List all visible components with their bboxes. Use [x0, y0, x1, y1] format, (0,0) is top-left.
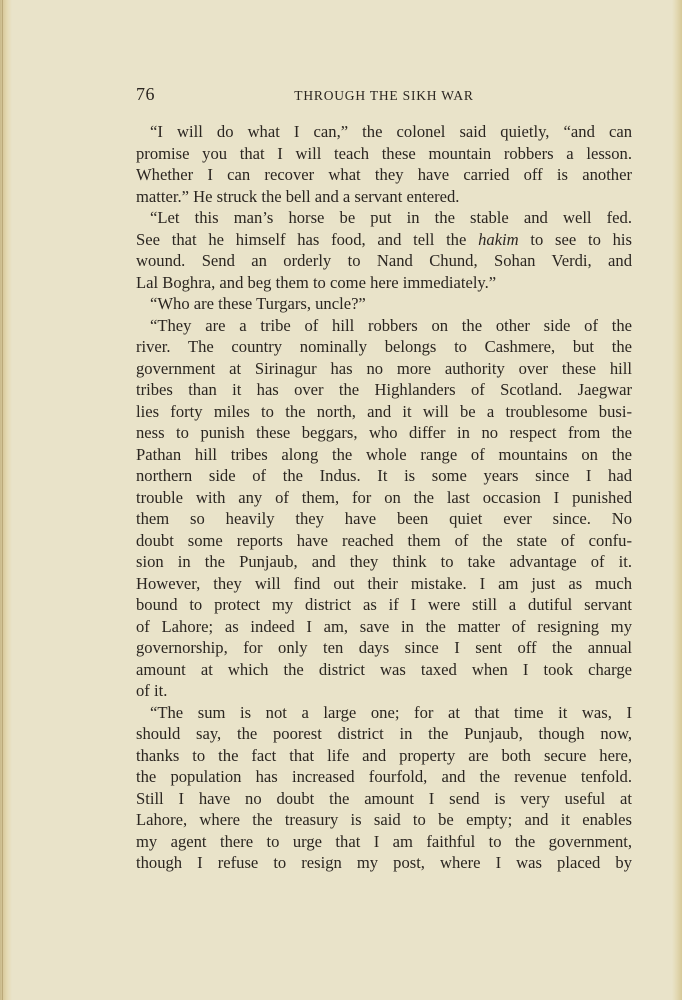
text-line: Lal Boghra, and beg them to come here immediately.”: [136, 272, 497, 292]
text-line: “The sum is not a large one; for at that time it was, I: [150, 702, 632, 722]
text-line: northern side of the Indus. It is some years since I had: [136, 466, 632, 485]
text-line: river. The country nominally belongs to Cashmere, but the: [136, 337, 632, 356]
text-line: “I will do what I can,” the colonel said quietly, “and can: [150, 122, 632, 141]
text-line: thanks to the fact that life and property are both secure here,: [136, 745, 632, 765]
page-binding-edge: [0, 0, 12, 1000]
text-line: promise you that I will teach these mountain robbers a lesson.: [136, 143, 632, 163]
text-line: “They are a tribe of hill robbers on the other side of the: [150, 315, 632, 335]
text-line: “Let this man’s horse be put in the stable and well fed.: [150, 208, 632, 227]
text-line: matter.” He struck the bell and a servant entered.: [136, 186, 460, 206]
text-line: of Lahore; as indeed I am, save in the matter of resigning my: [136, 616, 632, 636]
text-line: the population has increased fourfold, and the revenue tenfold.: [136, 767, 632, 786]
text-line: governorship, for only ten days since I sent off the annual: [136, 638, 632, 657]
body-text: [136, 121, 632, 874]
text-line: of it.: [136, 681, 168, 700]
text-line: ness to punish these beggars, who differ in no respect from the: [136, 423, 632, 442]
text-line: However, they will find out their mistake. I am just as much: [136, 573, 632, 593]
text-line: should say, the poorest district in the Punjaub, though now,: [136, 724, 632, 743]
text-line: bound to protect my district as if I were still a dutiful servant: [136, 595, 632, 614]
text-line: sion in the Punjaub, and they think to take advantage of it.: [136, 552, 632, 571]
text-line: “Who are these Turgars, uncle?”: [150, 294, 366, 313]
page-number: 76: [136, 84, 155, 104]
text-line: Still I have no doubt the amount I send is very useful at: [136, 788, 632, 808]
text-line: though I refuse to resign my post, where I was placed by: [136, 853, 632, 872]
text-line: See that he himself has food, and tell the hakim to see to his: [136, 229, 632, 249]
text-line: government at Sirinagur has no more authority over these hill: [136, 358, 632, 378]
text-line: lies forty miles to the north, and it will be a troublesome busi-: [136, 401, 632, 421]
text-line: my agent there to urge that I am faithful to the government,: [136, 831, 632, 851]
text-line: doubt some reports have reached them of the state of confu-: [136, 530, 632, 550]
text-line: Lahore, where the treasury is said to be empty; and it enables: [136, 810, 632, 829]
text-line: tribes than it has over the Highlanders of Scotland. Jaegwar: [136, 380, 632, 399]
text-line: Whether I can recover what they have carried off is another: [136, 165, 632, 184]
page-right-edge: [672, 0, 682, 1000]
italic-word: hakim: [478, 229, 519, 249]
running-title: THROUGH THE SIKH WAR: [294, 88, 474, 103]
text-line: Pathan hill tribes along the whole range of mountains on the: [136, 444, 632, 464]
text-line: amount at which the district was taxed when I took charge: [136, 659, 632, 679]
text-line: trouble with any of them, for on the last occasion I punished: [136, 487, 632, 507]
text-line: wound. Send an orderly to Nand Chund, Sohan Verdi, and: [136, 251, 632, 270]
text-line: them so heavily they have been quiet ever since. No: [136, 509, 632, 528]
page-header: [136, 84, 632, 108]
